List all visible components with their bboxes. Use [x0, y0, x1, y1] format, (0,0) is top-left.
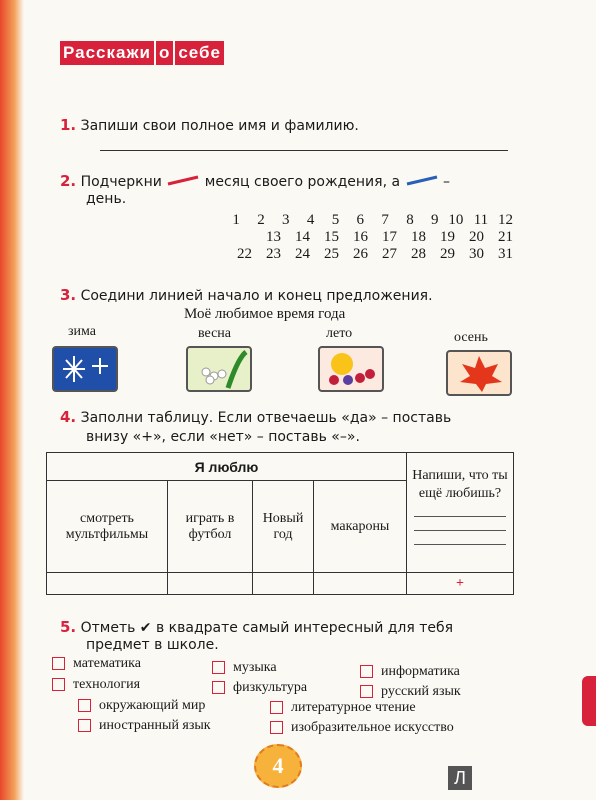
page-number: 4: [254, 744, 302, 788]
question-number: 1.: [60, 116, 77, 134]
write-more-cell: [407, 453, 514, 573]
subject-label: музыка: [233, 660, 277, 675]
question-number: 2.: [60, 172, 77, 190]
checkbox[interactable]: [78, 699, 91, 712]
number[interactable]: 31: [498, 246, 513, 262]
subject-label: окружающий мир: [99, 698, 206, 713]
question-text: Запиши свои полное имя и фамилию.: [80, 118, 359, 134]
number[interactable]: 18: [411, 229, 426, 245]
number[interactable]: 5: [331, 212, 340, 228]
number[interactable]: 3: [282, 212, 290, 228]
checkbox[interactable]: [52, 657, 65, 670]
season-label: осень: [454, 330, 488, 345]
number[interactable]: 24: [295, 246, 310, 262]
checkbox[interactable]: [52, 678, 65, 691]
number[interactable]: 11: [473, 212, 489, 228]
subject-option[interactable]: [360, 664, 460, 680]
checkbox[interactable]: [360, 665, 373, 678]
number-row: [215, 229, 513, 246]
subject-label: физкультура: [233, 680, 308, 695]
number[interactable]: 2: [257, 212, 265, 228]
answer-line[interactable]: [100, 150, 508, 151]
title-word: себе: [175, 41, 224, 65]
autumn-leaf-picture[interactable]: [446, 350, 512, 396]
number[interactable]: 26: [353, 246, 368, 262]
number[interactable]: 29: [440, 246, 455, 262]
number[interactable]: 10: [448, 212, 464, 228]
maple-leaf-icon: [448, 352, 510, 394]
number[interactable]: 6: [356, 212, 365, 228]
answer-cell[interactable]: [47, 573, 168, 595]
question-3: [60, 286, 433, 305]
number-row: [215, 246, 513, 263]
number[interactable]: 25: [324, 246, 339, 262]
checkbox[interactable]: [78, 719, 91, 732]
subject-option[interactable]: [78, 718, 211, 734]
answer-cell[interactable]: +: [407, 573, 514, 595]
subject-option[interactable]: [212, 680, 307, 696]
sentence-start: Моё любимое время года: [184, 306, 346, 322]
answer-cell[interactable]: [314, 573, 407, 595]
section-title: [60, 40, 224, 66]
question-text: Заполни таблицу. Если отвечаешь «да» – поставь: [80, 410, 452, 426]
number[interactable]: 27: [382, 246, 397, 262]
title-word: Расскажи: [60, 41, 154, 65]
column-header: играть в футбол: [168, 481, 253, 573]
number[interactable]: 4: [306, 212, 315, 228]
question-number: 3.: [60, 286, 77, 304]
preferences-table: [46, 452, 514, 595]
season-label: лето: [326, 326, 353, 341]
side-tab[interactable]: [582, 676, 596, 726]
sun-berries-icon: [320, 348, 382, 390]
question-5: [60, 618, 453, 637]
subject-label: технология: [73, 677, 141, 692]
number[interactable]: 23: [266, 246, 281, 262]
checkbox[interactable]: [360, 685, 373, 698]
question-text: внизу «+», если «нет» – поставь «–».: [86, 429, 360, 445]
checkbox[interactable]: [270, 701, 283, 714]
subject-option[interactable]: [360, 684, 461, 700]
calendar-numbers: [215, 212, 513, 263]
question-text: Подчеркни: [80, 174, 162, 190]
summer-sun-picture[interactable]: [318, 346, 384, 392]
snowflake-icon: [54, 348, 116, 390]
question-text: Отметь ✔ в квадрате самый интересный для тебя: [80, 620, 454, 636]
question-number: 4.: [60, 408, 77, 426]
column-header: макароны: [314, 481, 407, 573]
subject-label: информатика: [381, 664, 460, 679]
subject-label: литературное чтение: [291, 700, 416, 715]
subject-label: иностранный язык: [99, 718, 211, 733]
question-4: [60, 408, 451, 427]
question-text: –: [442, 174, 450, 190]
side-header: Напиши, что ты ещё любишь?: [412, 468, 508, 501]
winter-snowflake-picture[interactable]: [52, 346, 118, 392]
answer-cell[interactable]: [253, 573, 314, 595]
number[interactable]: 1: [232, 212, 240, 228]
number[interactable]: 14: [295, 229, 310, 245]
checkbox[interactable]: [212, 681, 225, 694]
question-text: предмет в школе.: [86, 637, 219, 653]
question-1: [60, 116, 359, 135]
publisher-logo: Л: [448, 766, 472, 790]
subject-option[interactable]: [270, 700, 416, 716]
answer-cell[interactable]: [168, 573, 253, 595]
subject-label: математика: [73, 656, 141, 671]
question-2: [60, 172, 530, 191]
number[interactable]: 7: [381, 212, 389, 228]
number[interactable]: 9: [431, 212, 439, 228]
number[interactable]: 8: [406, 212, 414, 228]
title-word: о: [156, 41, 173, 65]
lily-of-the-valley-icon: [188, 348, 250, 390]
column-header: смотреть мультфильмы: [47, 481, 168, 573]
subject-option[interactable]: [78, 698, 205, 714]
subject-option[interactable]: [52, 677, 140, 693]
question-text: месяц своего рождения, а: [204, 174, 401, 190]
checkbox[interactable]: [270, 721, 283, 734]
number[interactable]: 17: [382, 229, 397, 245]
subject-option[interactable]: [52, 656, 141, 672]
checkbox[interactable]: [212, 661, 225, 674]
number[interactable]: 16: [353, 229, 368, 245]
season-label: весна: [198, 326, 232, 341]
number[interactable]: 28: [411, 246, 426, 262]
number[interactable]: 21: [498, 229, 513, 245]
answer-line[interactable]: [414, 529, 506, 531]
number-row: [215, 212, 513, 229]
question-number: 5.: [60, 618, 77, 636]
question-text: день.: [86, 191, 127, 207]
red-pencil-icon: [166, 174, 200, 186]
season-label: зима: [68, 324, 96, 339]
question-text: Соедини линией начало и конец предложения.: [80, 288, 433, 304]
answer-line[interactable]: [414, 543, 506, 545]
subject-option[interactable]: [270, 720, 454, 736]
subject-option[interactable]: [212, 660, 277, 676]
number[interactable]: 13: [266, 229, 281, 245]
table-header: Я люблю: [47, 453, 407, 481]
page-edge: [0, 0, 24, 800]
number[interactable]: 30: [469, 246, 484, 262]
spring-flowers-picture[interactable]: [186, 346, 252, 392]
subject-label: русский язык: [381, 684, 461, 699]
number[interactable]: 20: [469, 229, 484, 245]
number[interactable]: 12: [498, 212, 513, 228]
number[interactable]: 19: [440, 229, 455, 245]
subject-label: изобразительное искусство: [291, 720, 454, 735]
number[interactable]: 22: [237, 246, 252, 262]
blue-pencil-icon: [405, 174, 439, 186]
answer-line[interactable]: [414, 515, 506, 517]
number[interactable]: 15: [324, 229, 339, 245]
column-header: Новый год: [253, 481, 314, 573]
